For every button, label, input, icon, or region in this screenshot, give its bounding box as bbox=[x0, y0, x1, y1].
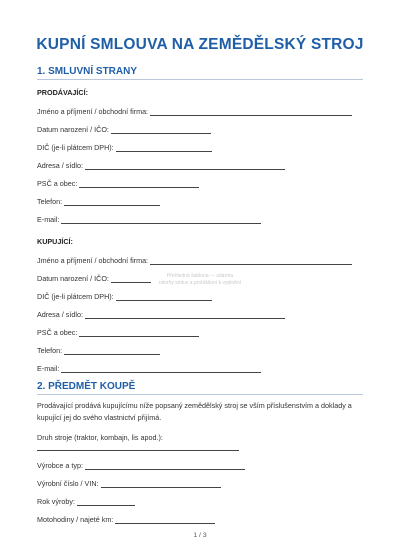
fill-line[interactable] bbox=[64, 197, 160, 206]
year-field[interactable] bbox=[37, 494, 135, 506]
fill-line[interactable] bbox=[61, 364, 261, 373]
field-label: Telefon: bbox=[37, 346, 63, 355]
fill-line[interactable] bbox=[85, 161, 285, 170]
seller-phone-field[interactable] bbox=[37, 194, 160, 206]
section-heading-subject: 2. PŘEDMĚT KOUPĚ bbox=[37, 381, 136, 392]
fill-line[interactable] bbox=[85, 461, 245, 470]
seller-heading: PRODÁVAJÍCÍ: bbox=[37, 88, 88, 97]
field-label: E-mail: bbox=[37, 215, 60, 224]
fill-line[interactable] bbox=[116, 292, 212, 301]
fill-line[interactable] bbox=[101, 479, 221, 488]
buyer-name-field[interactable] bbox=[37, 253, 352, 265]
fill-line[interactable] bbox=[79, 328, 199, 337]
section-divider bbox=[37, 79, 363, 80]
fill-line[interactable] bbox=[85, 310, 285, 319]
seller-email-field[interactable] bbox=[37, 212, 261, 224]
fill-line[interactable] bbox=[77, 497, 135, 506]
document-title: KUPNÍ SMLOUVA NA ZEMĚDĚLSKÝ STROJ bbox=[36, 36, 364, 53]
field-label: E-mail: bbox=[37, 364, 60, 373]
field-label: Druh stroje (traktor, kombajn, lis apod.): bbox=[37, 433, 163, 442]
field-label: Rok výroby: bbox=[37, 497, 75, 506]
machine-type-field bbox=[37, 430, 165, 442]
field-label: Adresa / sídlo: bbox=[37, 161, 83, 170]
subject-intro-paragraph: Prodávající prodává kupujícímu níže popsaný zemědělský stroj se vším příslušenstvím a doklady a kupující jej do svého vlastnictví přijímá. bbox=[37, 401, 352, 422]
field-label: PSČ a obec: bbox=[37, 179, 78, 188]
fill-line[interactable] bbox=[79, 179, 199, 188]
serial-vin-field[interactable] bbox=[37, 476, 221, 488]
seller-zip-field[interactable] bbox=[37, 176, 199, 188]
fill-line[interactable] bbox=[111, 125, 211, 134]
buyer-phone-field[interactable] bbox=[37, 343, 160, 355]
field-label: Telefon: bbox=[37, 197, 63, 206]
buyer-email-field[interactable] bbox=[37, 361, 261, 373]
fill-line[interactable] bbox=[61, 215, 261, 224]
machine-type-fill-line[interactable] bbox=[37, 450, 239, 451]
field-label: Výrobce a typ: bbox=[37, 461, 83, 470]
buyer-heading: KUPUJÍCÍ: bbox=[37, 237, 73, 246]
fill-line[interactable] bbox=[116, 143, 212, 152]
buyer-zip-field[interactable] bbox=[37, 325, 199, 337]
seller-address-field[interactable] bbox=[37, 158, 285, 170]
field-label: DIČ (je-li plátcem DPH): bbox=[37, 292, 114, 301]
seller-vat-field[interactable] bbox=[37, 140, 212, 152]
fill-line[interactable] bbox=[64, 346, 160, 355]
hours-km-field[interactable] bbox=[37, 512, 215, 524]
section-divider bbox=[37, 394, 363, 395]
fill-line[interactable] bbox=[150, 256, 352, 265]
seller-dob-field[interactable] bbox=[37, 122, 211, 134]
fill-line[interactable] bbox=[115, 515, 215, 524]
fill-line[interactable] bbox=[150, 107, 352, 116]
buyer-vat-field[interactable] bbox=[37, 289, 212, 301]
field-label: PSČ a obec: bbox=[37, 328, 78, 337]
field-label: DIČ (je-li plátcem DPH): bbox=[37, 143, 114, 152]
seller-name-field[interactable] bbox=[37, 104, 352, 116]
buyer-address-field[interactable] bbox=[37, 307, 285, 319]
field-label: Jméno a příjmení / obchodní firma: bbox=[37, 107, 149, 116]
field-label: Jméno a příjmení / obchodní firma: bbox=[37, 256, 149, 265]
field-label: Datum narození / IČO: bbox=[37, 274, 109, 283]
field-label: Motohodiny / najeté km: bbox=[37, 515, 114, 524]
field-label: Adresa / sídlo: bbox=[37, 310, 83, 319]
page-number: 1 / 3 bbox=[193, 532, 207, 539]
section-heading-parties: 1. SMLUVNÍ STRANY bbox=[37, 66, 138, 77]
field-label: Datum narození / IČO: bbox=[37, 125, 109, 134]
watermark-text: Přehledná šablona — zdarma návrhy smluv a prohlášení k vyplnění bbox=[158, 273, 242, 286]
maker-type-field[interactable] bbox=[37, 458, 245, 470]
field-label: Výrobní číslo / VIN: bbox=[37, 479, 99, 488]
